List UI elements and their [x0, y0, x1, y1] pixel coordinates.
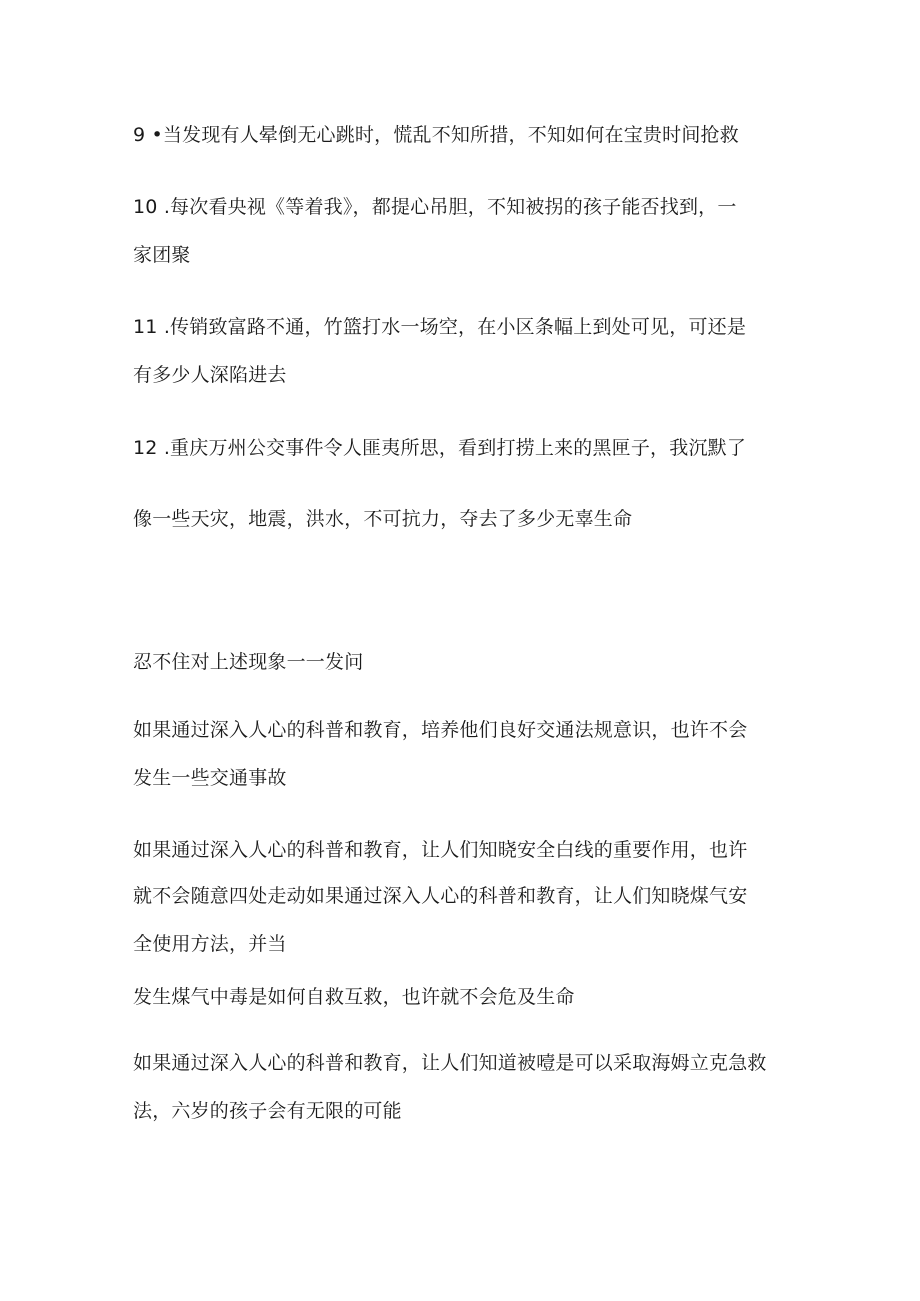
text-line-para-gas-cont: 发生煤气中毒是如何自救互救，也许就不会危及生命 — [133, 986, 575, 1008]
text-line-para-traffic: 如果通过深入人心的科普和教育，培养他们良好交通法规意识，也许不会 — [133, 719, 748, 741]
text-line-item-12: 12 .重庆万州公交事件令人匪夷所思，看到打捞上来的黑匣子，我沉默了 — [133, 437, 747, 459]
text-line-para-whiteline-cont: 就不会随意四处走动如果通过深入人心的科普和教育，让人们知晓煤气安 — [133, 885, 748, 907]
text-line-para-heimlich: 如果通过深入人心的科普和教育，让人们知道被噎是可以采取海姆立克急救 — [133, 1052, 767, 1074]
text-line-item-11-cont: 有多少人深陷进去 — [133, 364, 287, 386]
text-line-para-heimlich-cont: 法，六岁的孩子会有无限的可能 — [133, 1100, 402, 1122]
text-line-item-9: 9 •当发现有人晕倒无心跳时，慌乱不知所措，不知如何在宝贵时间抢救 — [133, 124, 739, 146]
text-line-para-traffic-cont: 发生一些交通事故 — [133, 767, 287, 789]
text-line-question-intro: 忍不住对上述现象一一发问 — [133, 651, 364, 673]
text-line-item-11: 11 .传销致富路不通，竹篮打水一场空，在小区条幅上到处可见，可还是 — [133, 316, 747, 338]
text-line-item-10-cont: 家团聚 — [133, 244, 191, 266]
text-line-item-10: 10 .每次看央视《等着我》，都提心吊胆，不知被拐的孩子能否找到，一 — [133, 196, 737, 218]
text-line-disasters: 像一些天灾，地震，洪水，不可抗力，夺去了多少无辜生命 — [133, 508, 633, 530]
text-line-para-gas: 全使用方法，并当 — [133, 933, 287, 955]
text-line-para-whiteline: 如果通过深入人心的科普和教育，让人们知晓安全白线的重要作用，也许 — [133, 839, 748, 861]
